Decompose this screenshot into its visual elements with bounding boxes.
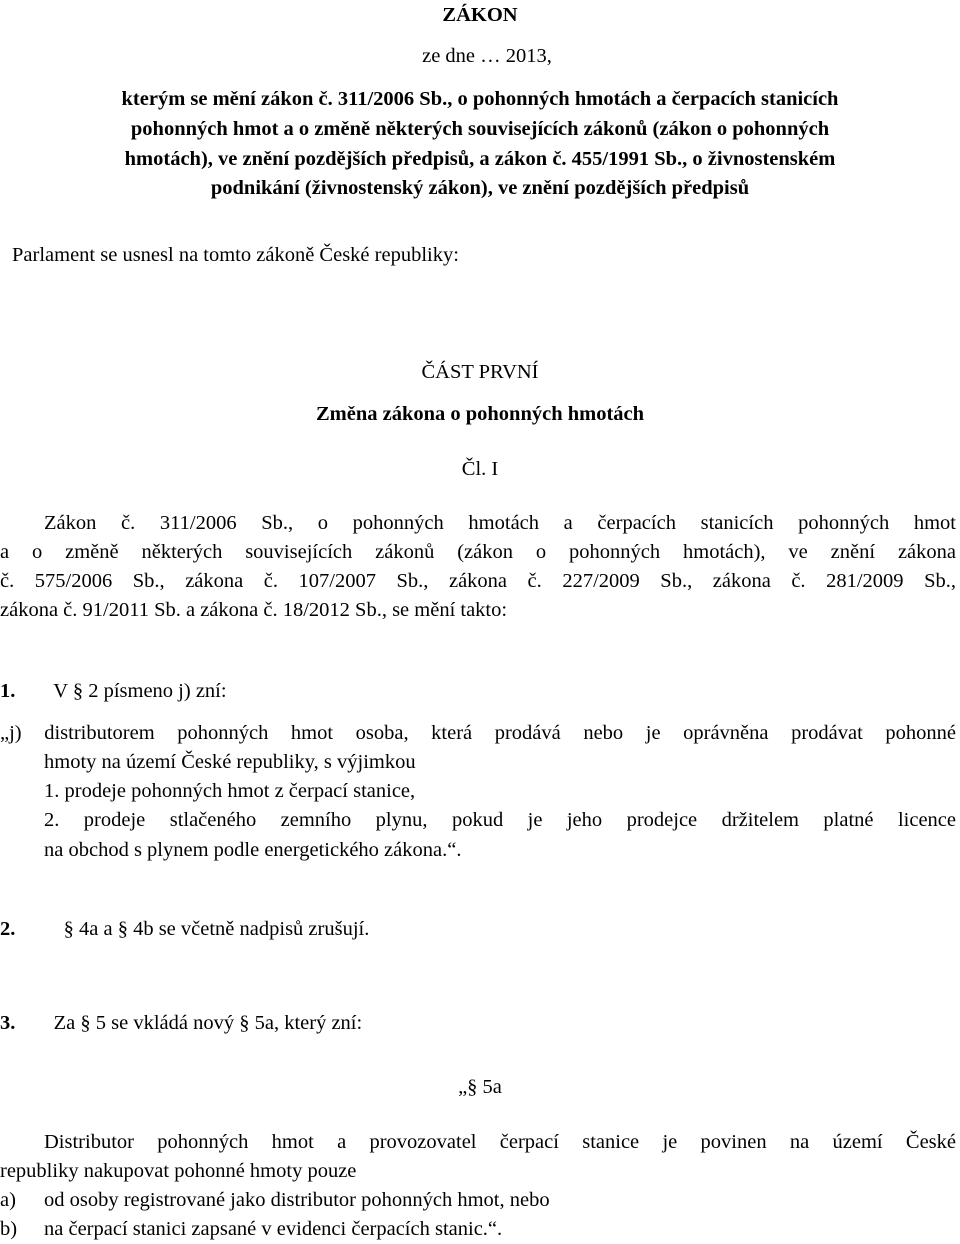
point-text-before: Za — [53, 1012, 81, 1034]
section-sign-icon: § — [239, 1012, 250, 1034]
point-2 — [0, 915, 369, 944]
section-sign-icon: § — [72, 680, 84, 702]
quote-j-line-2: hmoty na území České republiky, s výjimkou — [44, 751, 416, 773]
quote-j-line-1: „j) distributorem pohonných hmot osoba, která prodává nebo je oprávněna prodávat pohonné — [0, 722, 956, 744]
article-intro-line-2: a o změně některých souvisejících zákonů (zákon o pohonných hmotách), ve znění zákona — [0, 541, 956, 563]
quote-j-item-2-line-1: 2. prodeje stlačeného zemního plynu, pokud je jeho prodejce držitelem platné licence — [44, 809, 956, 831]
point-text-after-2: 4b se včetně nadpisů zrušují. — [127, 918, 370, 940]
section-sign-icon: § — [80, 1012, 91, 1034]
new-section-heading: „§ 5a — [458, 1076, 502, 1098]
new-section-item-a — [0, 1186, 550, 1215]
point-number: 2. — [0, 918, 16, 940]
law-subtitle-line-1: kterým se mění zákon č. 311/2006 Sb., o pohonných hmotách a čerpacích stanicích — [121, 88, 839, 110]
point-text-after: 5 se vkládá nový — [90, 1012, 240, 1034]
article-intro-line-1: Zákon č. 311/2006 Sb., o pohonných hmotách a čerpacích stanicích pohonných hmot — [44, 512, 956, 534]
point-text-after-2: 5a, který zní: — [249, 1012, 363, 1034]
point-number: 1. — [0, 680, 16, 702]
item-text: na čerpací stanici zapsané v evidenci čerpacích stanic.“. — [44, 1218, 503, 1240]
item-text: od osoby registrované jako distributor pohonných hmot, nebo — [44, 1189, 550, 1211]
quote-j-item-1: 1. prodeje pohonných hmot z čerpací stanice, — [44, 780, 416, 802]
part-title: Změna zákona o pohonných hmotách — [315, 403, 645, 425]
law-subtitle-line-4: podnikání (živnostenský zákon), ve znění pozdějších předpisů — [210, 177, 750, 199]
item-label: a) — [0, 1189, 16, 1211]
new-section-line-2: republiky nakupovat pohonné hmoty pouze — [0, 1160, 357, 1182]
section-sign-icon: § — [117, 918, 128, 940]
quote-j-item-2-line-2: na obchod s plynem podle energetického zákona.“. — [44, 839, 462, 861]
point-number: 3. — [0, 1012, 16, 1034]
article-heading: Čl. I — [461, 458, 499, 480]
point-1 — [0, 677, 227, 706]
section-sign-icon: § — [63, 918, 74, 940]
point-3 — [0, 1009, 362, 1038]
intro-text: Parlament se usnesl na tomto zákoně České republiky: — [12, 244, 459, 266]
point-text-after: 4a a — [73, 918, 118, 940]
law-date: ze dne … 2013, — [422, 45, 552, 67]
article-intro-line-4: zákona č. 91/2011 Sb. a zákona č. 18/2012 Sb., se mění takto: — [0, 599, 508, 621]
law-title: ZÁKON — [442, 4, 518, 26]
article-intro-line-3: č. 575/2006 Sb., zákona č. 107/2007 Sb., zákona č. 227/2009 Sb., zákona č. 281/2009 Sb., — [0, 570, 956, 592]
point-text-after: 2 písmeno j) zní: — [83, 680, 227, 702]
point-text-before: V — [53, 680, 73, 702]
law-subtitle-line-3: hmotách), ve znění pozdějších předpisů, a zákon č. 455/1991 Sb., o živnostenském — [124, 148, 836, 170]
new-section-line-1: Distributor pohonných hmot a provozovatel čerpací stanice je povinen na území České — [44, 1131, 956, 1153]
part-heading: ČÁST PRVNÍ — [421, 361, 539, 383]
item-label: b) — [0, 1218, 18, 1240]
law-subtitle-line-2: pohonných hmot a o změně některých souvisejících zákonů (zákon o pohonných — [130, 118, 830, 140]
new-section-item-b — [0, 1215, 502, 1244]
